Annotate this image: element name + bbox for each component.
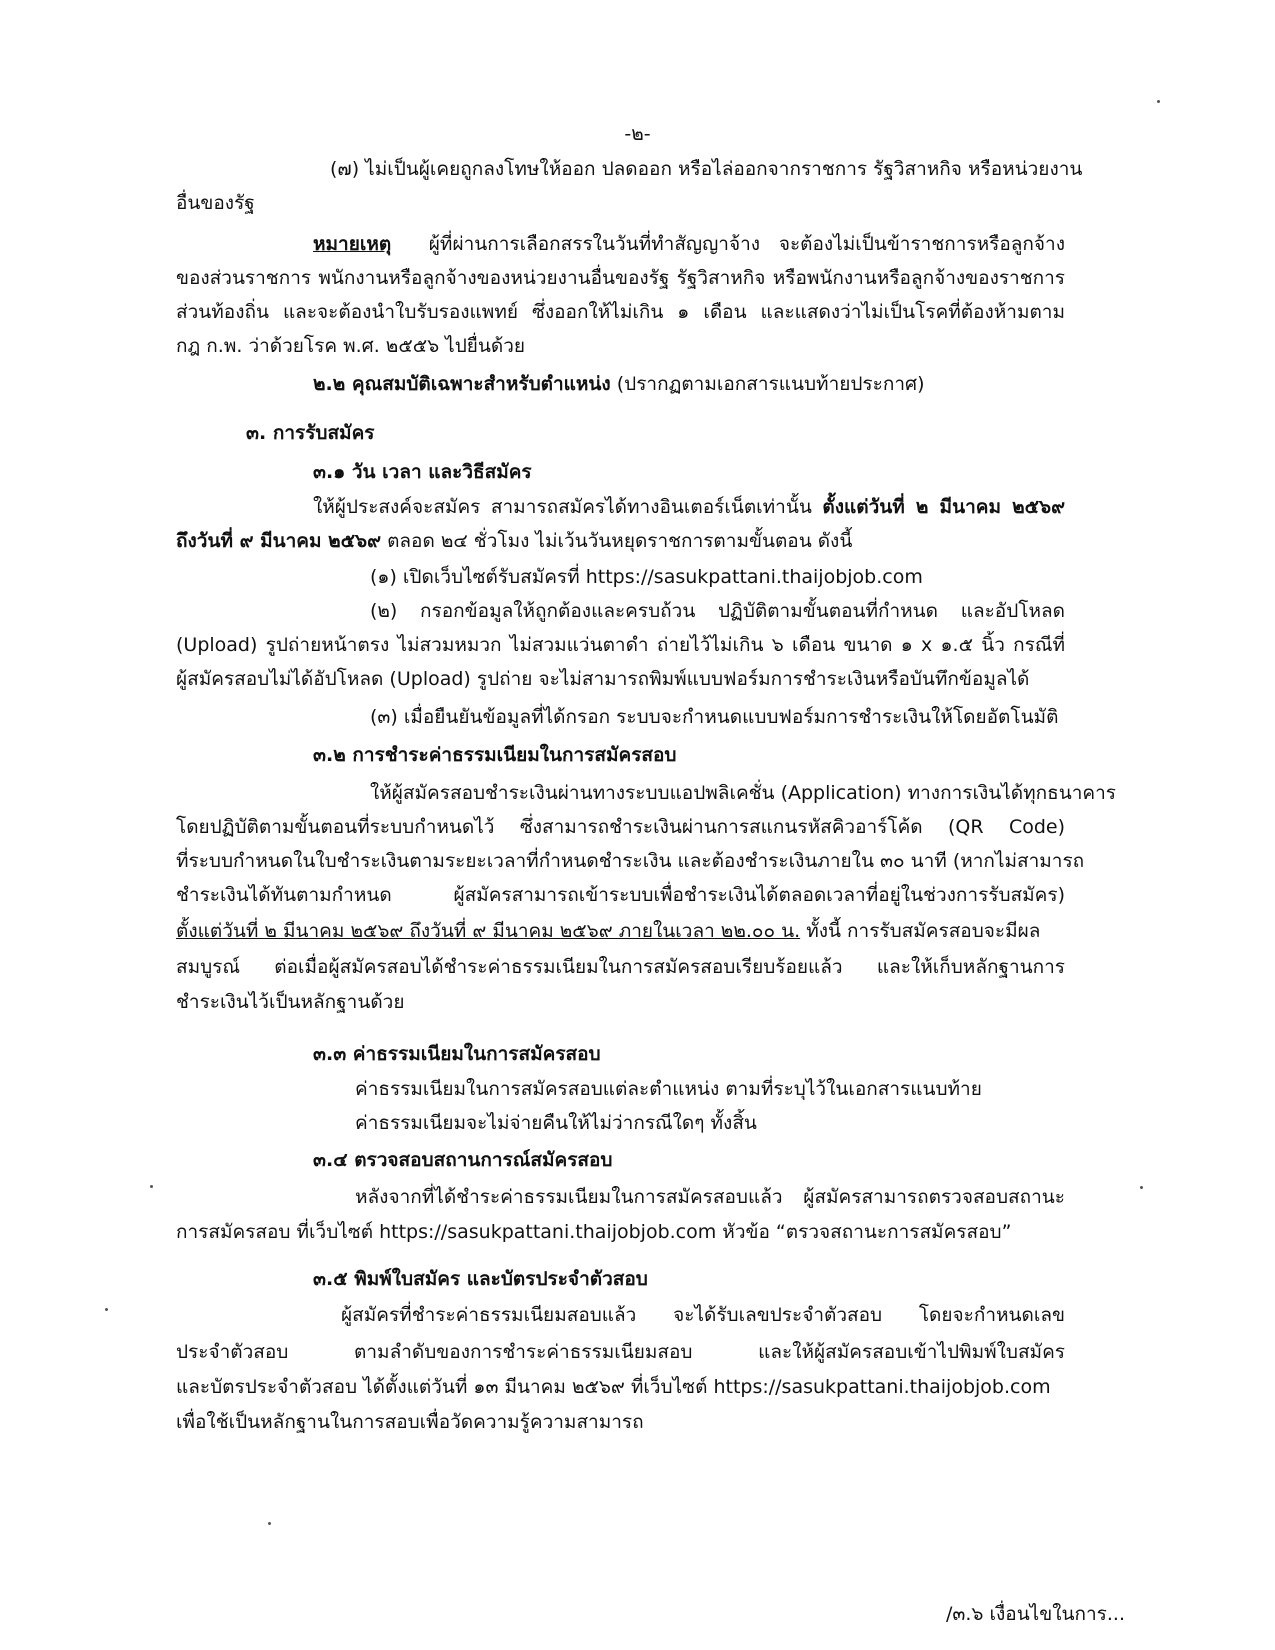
step-line: (๒) กรอกข้อมูลให้ถูกต้องและครบถ้วน ปฏิบัติตามขั้นตอนที่กำหนด และอัปโหลด xyxy=(370,600,1065,622)
section-heading-3-1: ๓.๑ วัน เวลา และวิธีสมัคร xyxy=(313,461,532,483)
paragraph-line: อื่นของรัฐ xyxy=(176,192,255,214)
paragraph-line: ส่วนท้องถิ่น และจะต้องนำใบรับรองแพทย์ ซึ่งออกให้ไม่เกิน ๑ เดือน และแสดงว่าไม่เป็นโรคที่ต้องห้ามตาม xyxy=(176,301,1065,323)
paragraph-line: ประจำตัวสอบ ตามลำดับของการชำระค่าธรรมเนียมสอบ และให้ผู้สมัครสอบเข้าไปพิมพ์ใบสมัคร xyxy=(176,1341,1065,1363)
paragraph-line: ค่าธรรมเนียมในการสมัครสอบแต่ละตำแหน่ง ตามที่ระบุไว้ในเอกสารแนบท้าย xyxy=(355,1078,982,1100)
paragraph-line xyxy=(313,490,1065,524)
step-line: (๑) เปิดเว็บไซต์รับสมัครที่ https://sasukpattani.thaijobjob.com xyxy=(370,566,923,588)
paragraph-line xyxy=(176,524,1106,558)
section-heading-suffix: (ปรากฏตามเอกสารแนบท้ายประกาศ) xyxy=(616,373,925,395)
paragraph-line: (Upload) รูปถ่ายหน้าตรง ไม่สวมหมวก ไม่สวมแว่นตาดำ ถ่ายไว้ไม่เกิน ๖ เดือน ขนาด ๑ x ๑.๕ นิ้ว กรณีที่ xyxy=(176,634,1065,656)
paragraph-line: ของส่วนราชการ พนักงานหรือลูกจ้างของหน่วยงานอื่นของรัฐ รัฐวิสาหกิจ หรือพนักงานหรือลูกจ้างของราชการ xyxy=(176,267,1065,289)
note-line xyxy=(313,227,1065,261)
text-span: ตลอด ๒๔ ชั่วโมง ไม่เว้นวันหยุดราชการตามขั้นตอน ดังนี้ xyxy=(387,530,853,552)
paragraph-line xyxy=(176,914,1106,948)
paragraph-line: หลังจากที่ได้ชำระค่าธรรมเนียมในการสมัครสอบแล้ว ผู้สมัครสามารถตรวจสอบสถานะ xyxy=(355,1186,1065,1208)
scan-speck xyxy=(1140,1186,1143,1189)
paragraph-line: การสมัครสอบ ที่เว็บไซต์ https://sasukpattani.thaijobjob.com หัวข้อ “ตรวจสถานะการสมัครสอบ” xyxy=(176,1221,1012,1243)
scan-speck xyxy=(150,1185,153,1188)
continuation-footer: /๓.๖ เงื่อนไขในการ... xyxy=(945,1603,1125,1625)
paragraph-line: ให้ผู้สมัครสอบชำระเงินผ่านทางระบบแอปพลิเคชั่น (Application) ทางการเงินได้ทุกธนาคาร xyxy=(370,782,1116,804)
paragraph-line: สมบูรณ์ ต่อเมื่อผู้สมัครสอบได้ชำระค่าธรรมเนียมในการสมัครสอบเรียบร้อยแล้ว และให้เก็บหลักฐานการ xyxy=(176,956,1065,978)
paragraph-line: โดยปฏิบัติตามขั้นตอนที่ระบบกำหนดไว้ ซึ่งสามารถชำระเงินผ่านการสแกนรหัสคิวอาร์โค้ด (QR Code) xyxy=(176,816,1065,838)
paragraph-line: (๗) ไม่เป็นผู้เคยถูกลงโทษให้ออก ปลดออก หรือไล่ออกจากราชการ รัฐวิสาหกิจ หรือหน่วยงาน xyxy=(330,158,1083,180)
step-line: (๓) เมื่อยืนยันข้อมูลที่ได้กรอก ระบบจะกำหนดแบบฟอร์มการชำระเงินให้โดยอัตโนมัติ xyxy=(370,706,1059,728)
paragraph-line: ผู้สมัครที่ชำระค่าธรรมเนียมสอบแล้ว จะได้รับเลขประจำตัวสอบ โดยจะกำหนดเลข xyxy=(341,1304,1065,1326)
section-heading-3-5: ๓.๕ พิมพ์ใบสมัคร และบัตรประจำตัวสอบ xyxy=(313,1268,648,1290)
paragraph-line: ชำระเงินไว้เป็นหลักฐานด้วย xyxy=(176,991,405,1013)
paragraph-line: กฎ ก.พ. ว่าด้วยโรค พ.ศ. ๒๕๕๖ ไปยื่นด้วย xyxy=(176,335,526,357)
paragraph-line: และบัตรประจำตัวสอบ ได้ตั้งแต่วันที่ ๑๓ มีนาคม ๒๕๖๙ ที่เว็บไซต์ https://sasukpattani.thaijobjob.com xyxy=(176,1376,1051,1398)
scan-speck xyxy=(268,1522,271,1525)
paragraph-line: ผู้สมัครสอบไม่ได้อัปโหลด (Upload) รูปถ่าย จะไม่สามารถพิมพ์แบบฟอร์มการชำระเงินหรือบันทึกข้อมูลได้ xyxy=(176,668,1030,690)
underlined-date-span: ตั้งแต่วันที่ ๒ มีนาคม ๒๕๖๙ ถึงวันที่ ๙ มีนาคม ๒๕๖๙ ภายในเวลา ๒๒.๐๐ น. xyxy=(176,920,801,942)
page-number: -๒- xyxy=(624,123,651,145)
note-label: หมายเหตุ xyxy=(313,233,392,255)
section-heading-3-3: ๓.๓ ค่าธรรมเนียมในการสมัครสอบ xyxy=(313,1043,601,1065)
section-heading-2-2 xyxy=(313,367,1243,401)
bold-date-span: ถึงวันที่ ๙ มีนาคม ๒๕๖๙ xyxy=(176,530,382,552)
section-heading-3: ๓. การรับสมัคร xyxy=(246,422,375,444)
scan-speck xyxy=(105,1308,108,1311)
scan-speck xyxy=(1157,100,1160,103)
note-text: ผู้ที่ผ่านการเลือกสรรในวันที่ทำสัญญาจ้าง จะต้องไม่เป็นข้าราชการหรือลูกจ้าง xyxy=(428,233,1065,255)
paragraph-line: ค่าธรรมเนียมจะไม่จ่ายคืนให้ไม่ว่ากรณีใดๆ ทั้งสิ้น xyxy=(355,1112,757,1134)
bold-date-span: ตั้งแต่วันที่ ๒ มีนาคม ๒๕๖๙ xyxy=(822,496,1065,518)
paragraph-line: ที่ระบบกำหนดในใบชำระเงินตามระยะเวลาที่กำหนดชำระเงิน และต้องชำระเงินภายใน ๓๐ นาที (หากไม่สามารถ xyxy=(176,850,1085,872)
paragraph-line: ชำระเงินได้ทันตามกำหนด ผู้สมัครสามารถเข้าระบบเพื่อชำระเงินได้ตลอดเวลาที่อยู่ในช่วงการรับสมัคร) xyxy=(176,884,1065,906)
section-heading-3-2: ๓.๒ การชำระค่าธรรมเนียมในการสมัครสอบ xyxy=(313,744,677,766)
text-span: ให้ผู้ประสงค์จะสมัคร สามารถสมัครได้ทางอินเตอร์เน็ตเท่านั้น xyxy=(313,496,812,518)
text-span: ทั้งนี้ การรับสมัครสอบจะมีผล xyxy=(800,920,1041,942)
section-heading-3-4: ๓.๔ ตรวจสอบสถานการณ์สมัครสอบ xyxy=(313,1149,613,1171)
paragraph-line: เพื่อใช้เป็นหลักฐานในการสอบเพื่อวัดความรู้ความสามารถ xyxy=(176,1411,644,1433)
section-heading-text: ๒.๒ คุณสมบัติเฉพาะสำหรับตำแหน่ง xyxy=(313,373,611,395)
